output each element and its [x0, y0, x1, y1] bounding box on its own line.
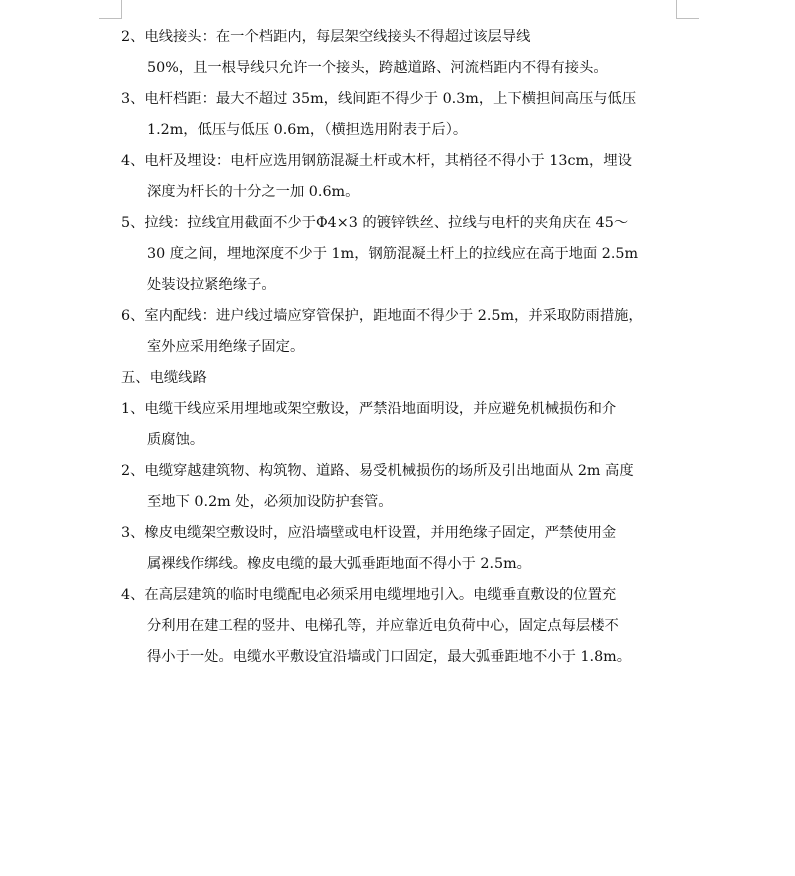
text-line: 4、电杆及埋设：电杆应选用钢筋混凝土杆或木杆，其梢径不得小于 13cm，埋设: [121, 153, 632, 169]
page-corner-mark-top-left: [99, 0, 122, 19]
page-corner-mark-top-right: [676, 0, 699, 19]
document-body: [121, 22, 677, 673]
text-line: 2、电缆穿越建筑物、构筑物、道路、易受机械损伤的场所及引出地面从 2m 高度: [121, 463, 634, 479]
text-line: 1、电缆干线应采用埋地或架空敷设，严禁沿地面明设，并应避免机械损伤和介: [121, 401, 617, 417]
text-line: 分利用在建工程的竖井、电梯孔等，并应靠近电负荷中心，固定点每层楼不: [147, 618, 619, 634]
text-line: 3、橡皮电缆架空敷设时，应沿墙壁或电杆设置，并用绝缘子固定，严禁使用金: [121, 525, 617, 541]
text-line: 质腐蚀。: [147, 432, 205, 448]
text-line: 50%，且一根导线只允许一个接头，跨越道路、河流档距内不得有接头。: [147, 60, 608, 76]
section-heading: 五、电缆线路: [121, 370, 207, 386]
text-line: 30 度之间，埋地深度不少于 1m，钢筋混凝土杆上的拉线应在高于地面 2.5m: [147, 246, 639, 262]
text-line: 深度为杆长的十分之一加 0.6m。: [147, 184, 360, 200]
text-line: 6、室内配线：进户线过墙应穿管保护，距地面不得少于 2.5m，并采取防雨措施，: [121, 308, 643, 324]
text-line: 1.2m，低压与低压 0.6m，（横担选用附表于后）。: [147, 122, 468, 138]
text-line: 属裸线作绑线。橡皮电缆的最大弧垂距地面不得小于 2.5m。: [147, 556, 531, 572]
text-line: 3、电杆档距：最大不超过 35m，线间距不得少于 0.3m，上下横担间高压与低压: [121, 91, 637, 107]
text-line: 处装设拉紧绝缘子。: [147, 277, 276, 293]
text-line: 5、拉线：拉线宜用截面不少于Φ4×3 的镀锌铁丝、拉线与电杆的夹角庆在 45～: [121, 215, 629, 231]
text-line: 室外应采用绝缘子固定。: [147, 339, 305, 355]
text-line: 得小于一处。电缆水平敷设宜沿墙或门口固定，最大弧垂距地不小于 1.8m。: [147, 649, 632, 665]
text-line: 至地下 0.2m 处，必须加设防护套管。: [147, 494, 393, 510]
text-line: 4、在高层建筑的临时电缆配电必须采用电缆埋地引入。电缆垂直敷设的位置充: [121, 587, 617, 603]
text-line: 2、电线接头：在一个档距内，每层架空线接头不得超过该层导线: [121, 29, 531, 45]
